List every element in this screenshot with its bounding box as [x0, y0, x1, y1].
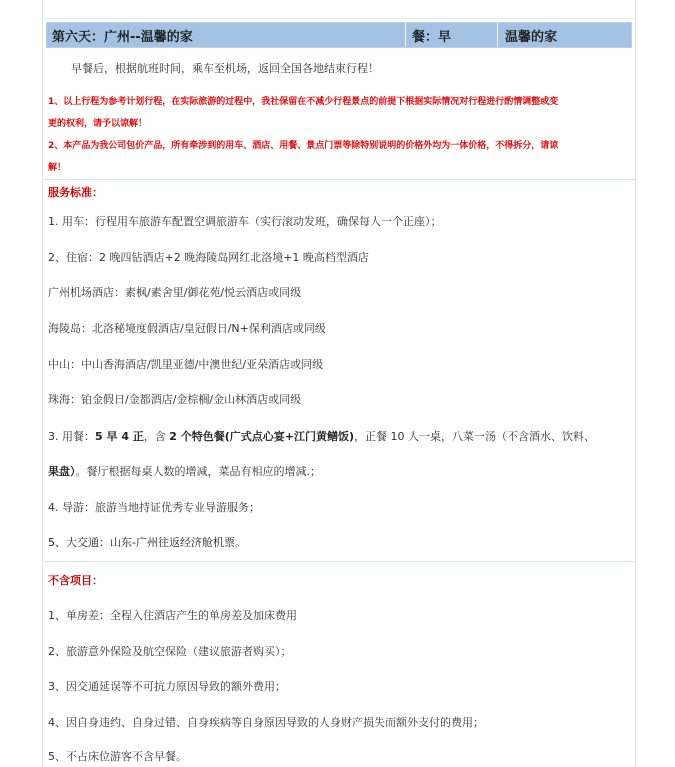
service-meal-continued [48, 465, 321, 479]
hotel-label: 温馨的家 [505, 29, 558, 45]
section-divider [43, 179, 635, 180]
exclusion-item: 2、旅游意外保险及航空保险（建议旅游者购买）； [48, 645, 292, 658]
header-divider [405, 23, 406, 47]
service-car: 1. 用车：行程用车旅游车配置空调旅游车（实行滚动发班，确保每人一个正座）； [48, 215, 442, 228]
day-header-row [46, 22, 632, 48]
service-guide: 4. 导游：旅游当地持证优秀专业导游服务； [48, 501, 260, 514]
exclusion-item: 3、因交通延误等不可抗力原因导致的额外费用； [48, 680, 286, 693]
meal-label: 餐：早 [412, 29, 452, 45]
itinerary-text: 早餐后，根据航班时间，乘车至机场，返回全国各地结束行程！ [71, 62, 379, 75]
exclusion-item: 5、不占床位游客不含早餐。 [48, 750, 187, 763]
meal-fruit: 果盘） [48, 465, 76, 478]
transport-text: 5、大交通：山东-广州往返经济舱机票。 [48, 536, 246, 549]
day-title: 第六天：广州--温馨的家 [52, 29, 193, 45]
service-transport [48, 536, 246, 550]
exclusion-item: 1、单房差：全程入住酒店产生的单房差及加床费用 [48, 609, 297, 622]
document-page [42, 0, 636, 767]
meal-mid: ，含 [143, 430, 170, 443]
hotel-hailing-island: 海陵岛：北洛秘境度假酒店/皇冠假日/N+保利酒店或同级 [48, 322, 326, 335]
hotel-zhongshan: 中山：中山香海酒店/凯里亚德/中澳世纪/亚朵酒店或同级 [48, 358, 324, 371]
exclusions-title: 不含项目： [48, 574, 103, 587]
exclusion-item: 4、因自身违约、自身过错、自身疾病等自身原因导致的人身财产损失而额外支付的费用； [48, 716, 484, 729]
note-line: 解！ [48, 163, 67, 173]
service-standard-title: 服务标准： [48, 186, 103, 199]
service-stay: 2、住宿：2 晚四钻酒店+2 晚海陵岛网红北洛境+1 晚高档型酒店 [48, 251, 369, 264]
meal-count: 5 早 4 正 [95, 430, 144, 443]
meal-suffix: ，正餐 10 人一桌，八菜一汤（不含酒水、饮料、 [354, 430, 596, 443]
meal-prefix: 3. 用餐： [48, 430, 95, 443]
hotel-zhuhai: 珠海：铂金假日/金都酒店/金棕榈/金山林酒店或同级 [48, 393, 302, 406]
section-divider [43, 561, 635, 562]
note-line: 1、以上行程为参考计划行程，在实际旅游的过程中，我社保留在不减少行程景点的前提下根据实际情况对行程进行酌情调整或变 [48, 97, 559, 107]
service-meal [48, 430, 595, 444]
page-top-border [43, 18, 635, 19]
note-line: 更的权利，请予以谅解！ [48, 119, 148, 129]
note-line: 2、本产品为我公司包价产品，所有牵涉到的用车、酒店、用餐、景点门票等除特别说明的价格外均为一体价格，不得拆分，请谅 [48, 141, 559, 151]
header-divider [497, 23, 498, 47]
meal-special: 2 个特色餐(广式点心宴+江门黄鳝饭) [169, 430, 355, 443]
meal-note: 。餐厅根据每桌人数的增减，菜品有相应的增减.； [75, 465, 321, 478]
hotel-guangzhou: 广州机场酒店：素枫/素舍里/御花苑/悦云酒店或同级 [48, 286, 302, 299]
